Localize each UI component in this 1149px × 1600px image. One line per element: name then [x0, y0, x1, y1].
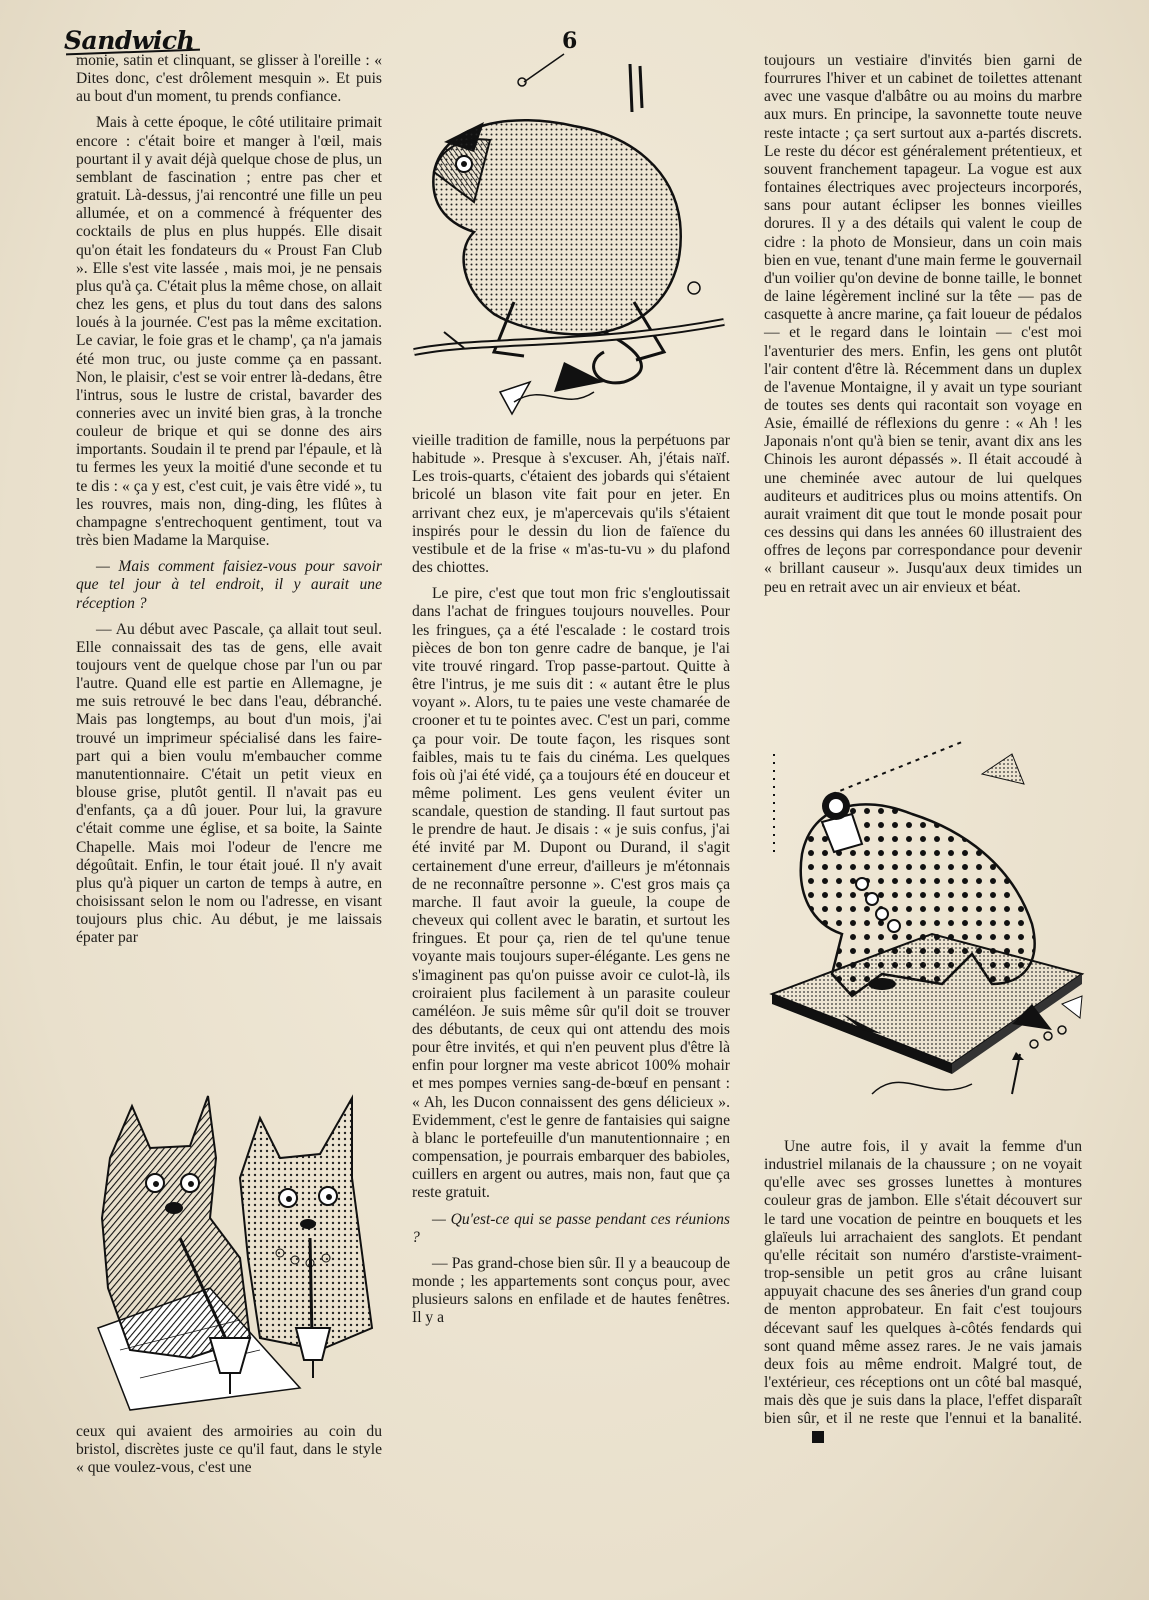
- paragraph: Le pire, c'est que tout mon fric s'engloutissait dans l'achat de fringues toujours nouvelles. Pour les fringues, ça a été l'escalade : le costard trois pièces de bon ton genre cadre de banque, je l'ai vite trouvé ringard. Trop passe-partout. Quitte à être l'intrus, je me suis dit : « autant être le plus voyant ». Alors, tu te paies une veste chamarée de crooner et tu te pointes avec. C'est un pari, comme ça pour voir. De toute façon, les risques sont faibles, mais tu te fais du cinéma. Les quelques fois où j'ai été vidé, ça a toujours été en douceur et même poliment. Les gens veulent éviter un scandale, question de standing. Il faut surtout pas le prendre de haut. Je disais : « je suis confus, j'ai été invité par M. Dupont ou Durand, il s'agit certainement d'une erreur, d'ailleurs je m'étonnais de ne reconnaître personne ». C'est gros mais ça marche. Il faut avoir la gueule, la coupe de cheveux qui collent avec le baratin, et surtout les fringues. Et pour ça, rien de tel qu'une tenue voyante mais toujours super-élégante. Les gens ne s'imaginent pas qu'on puisse avoir ce culot-là, ils croiraient plus facilement à un parasite couleur caméléon. Je suis même sûr qu'il doit se trouver des débutants, de ceux qui ont attendu des mois pour être invités, et qui n'en peuvent plus d'être là enfin pour lorgner ma veste abricot 100% mohair et mes pompes vernies sang-de-bœuf en pensant : « Ah, les Ducon connaissent des gens délicieux ». Evidemment, c'est le genre de fantaisies qui saigne à blanc le portefeuille d'un manutentionnaire ; en compensation, je pourrais embarquer des babioles, cuillers en argent ou autres, mais non, faut que ça reste gratuit.: [412, 585, 730, 1202]
- paragraph-text: Une autre fois, il y avait la femme d'un industriel milanais de la chaussure ; on ne voyait qu'elle avec ses grosses lunettes à montures couleur gras de jambon. Elle s'était découvert sur le tard une vocation de peintre en bouquets et les glaïeuls lui arrachaient des sanglots. Et pendant qu'elle récitait son numéro d'arstiste-vraiment-trop-sensible un petit gros au crâne luisant appuyait chacune des ses âneries d'un grand coup de menton approbateur. En fait c'est toujours décevant sauf les quelques à-côtés fendards qui sont quand même assez rares. Je ne vais jamais deux fois au même endroit. Malgré tout, de l'extérieur, ces réceptions ont un côté bal masqué, mais dès que je suis dans la place, l'effet disparaît bien sûr, et il ne reste que l'ennui et la banalité.: [764, 1138, 1082, 1428]
- column-2-text: [412, 432, 730, 1328]
- paragraph: [764, 1138, 1082, 1447]
- paragraph: monie, satin et clinquant, se glisser à l'oreille : « Dites donc, c'est drôlement mesquin ». Et puis au bout d'un moment, tu prends confiance.: [76, 52, 382, 106]
- chameleon-illustration: [404, 52, 734, 424]
- end-of-article-mark: [812, 1431, 824, 1443]
- frog-illustration: [762, 734, 1092, 1124]
- column-1-text: [76, 52, 382, 948]
- paragraph: Mais à cette époque, le côté utilitaire primait encore : c'était boire et manger à l'œil, mais pourtant il y avait déjà quelque chose de plus, un semblant de fascination ; entre pas cher et gratuit. Là-dessus, j'ai rencontré une fille un peu allumée, et on a commencé à fréquenter des cocktails de plus en plus huppés. Elle disait qu'on était les fondateurs du « Proust Fan Club ». Elle s'est vite lassée , mais moi, je ne pensais plus qu'à ça. C'était plus la même chose, on allait chez les gens, et plus du tout dans des salons loués à la journée. C'est pas la même excitation. Le caviar, le foie gras et le champ', ça n'a jamais été mon truc, ou juste comme ça en passant. Non, le plaisir, c'est se voir entrer là-dedans, être l'intrus, sous le lustre de cristal, bavarder des conneries avec un invité bien gras, à la tronche couleur de brique et qui se donne des airs importants. Soudain il te prend par l'épaule, et là tu fermes les yeux la moitié d'une seconde et tu te dis : « ça y est, c'est cuit, je vais être vidé », tu les rouvres, mais non, ding-ding, les flûtes à champagne s'entrechoquent gentiment, tout va très bien Madame la Marquise.: [76, 114, 382, 550]
- paragraph: — Pas grand-chose bien sûr. Il y a beaucoup de monde ; les appartements sont conçus pour, avec plusieurs salons en enfilade et de hautes fenêtres. Il y a: [412, 1254, 730, 1327]
- column-3-text: [764, 52, 1082, 597]
- paragraph: — Au début avec Pascale, ça allait tout seul. Elle connaissait des tas de gens, elle avait toujours vent de quelque chose par l'un ou par l'autre. Quand elle est partie en Allemagne, je me suis retrouvé le bec dans l'eau, débranché. Mais pas longtemps, au bout d'un mois, j'ai trouvé un imprimeur spécialisé dans les faire-part qui a bien voulu m'embaucher comme manutentionnaire. C'était un petit vieux en blouse grise, plutôt gentil. Il n'avait pas eu d'enfants, ça a dû jouer. Pour lui, la gravure c'était comme une église, et sa boite, la Sainte Chapelle. Mais moi l'odeur de l'encre me dégoûtait. Enfin, le tour était joué. Il n'y avait plus qu'à piquer un carton de temps à autre, en choisissant selon le nom ou l'adresse, en visant toujours plus chic. Au début, je me laissais épater par: [76, 620, 382, 947]
- paragraph: ceux qui avaient des armoiries au coin du bristol, discrètes juste ce qu'il faut, dans le style « que voulez-vous, c'est une: [76, 1423, 382, 1477]
- dogs-illustration: [90, 1088, 390, 1418]
- paragraph: toujours un vestiaire d'invités bien garni de fourrures l'hiver et un cabinet de toilettes attenant avec une vasque d'albâtre ou au moins du marbre aux murs. En principe, la savonnette toute neuve reste intacte ; ça sert surtout aux a-partés discrets. Le reste du décor est généralement prétentieux, et souvent franchement tapageur. La vogue est aux fontaines électriques avec projecteurs incorporés, sans pour autant éclipser les bonnes vieilles dorures. Il y a des détails qui valent le coup de cidre : la photo de Monsieur, dans un coin mais bien en vue, tenant d'une main ferme le gouvernail d'un voilier qu'on devine de bonne taille, le bonnet de laine légèrement incliné sur la tête — pas de casquette à ancre marine, ça fait loueur de pédalos — et le regard dans le lointain — c'est moi l'aventurier des mers. Enfin, les gens ont plutôt l'air content d'être là. Récemment dans un duplex de l'avenue Montaigne, il y avait un type souriant de toutes ses dents qui racontait son voyage en Asie, émaillé de réflexions du genre : « Ah ! les Japonais n'ont qu'à bien se tenir, avant dix ans les Chinois les auront dépassés ». Il était accoudé à une cheminée avec autour de lui quelques auditeurs et auditrices plus ou moins attentifs. On aurait vraiment dit que tout le monde posait pour ces dessins qui dans les années 60 illustraient des offres de leçons par correspondance pour devenir « brillant causeur ». Jusqu'aux deux timides un peu en retrait avec un air envieux et béat.: [764, 52, 1082, 596]
- interview-question: — Qu'est-ce qui se passe pendant ces réunions ?: [412, 1210, 730, 1246]
- magazine-logo: Sandwich: [64, 26, 195, 55]
- interview-question: — Mais comment faisiez-vous pour savoir que tel jour à tel endroit, il y aurait une réception ?: [76, 558, 382, 612]
- paragraph: vieille tradition de famille, nous la perpétuons par habitude ». Presque à s'excuser. Ah, j'étais naïf. Les trois-quarts, c'étaient des jobards qui s'étaient bricolé un blason vite fait pour en jeter. En arrivant chez eux, je m'apercevais qu'ils s'étaient inspirés pour le dessin du lion de faïence du vestibule et de la frise « m'as-tu-vu » du plafond des chiottes.: [412, 432, 730, 577]
- column-3-continued: [764, 1138, 1082, 1447]
- page-number: 6: [562, 28, 578, 54]
- column-1-continued: [76, 1423, 382, 1477]
